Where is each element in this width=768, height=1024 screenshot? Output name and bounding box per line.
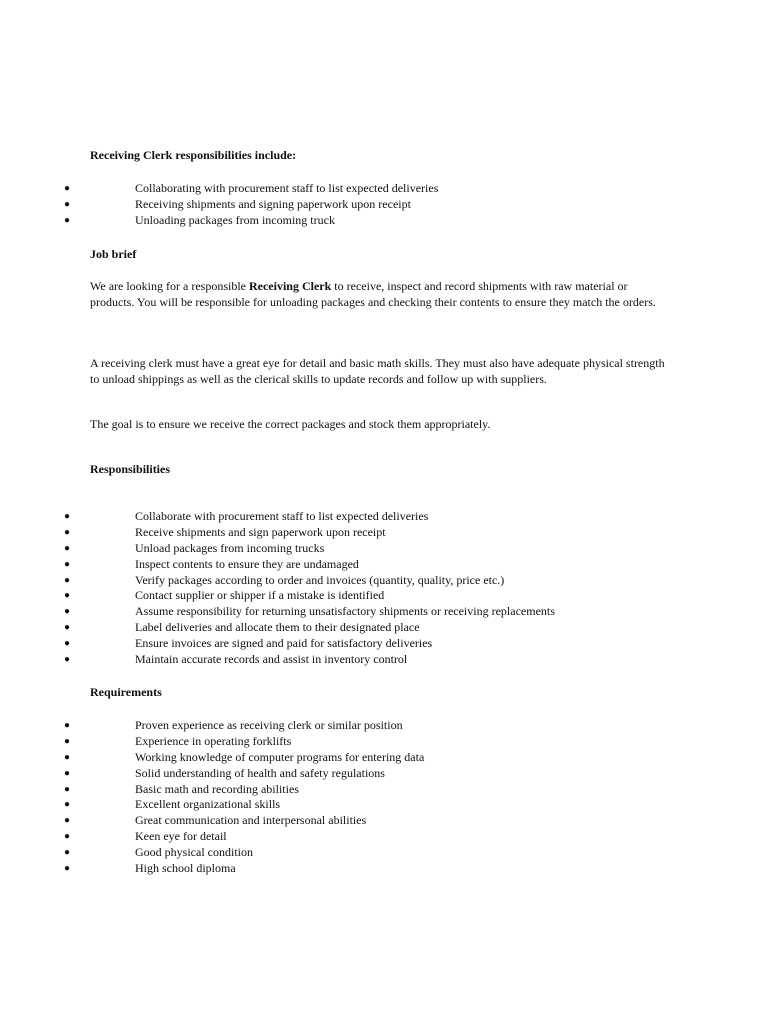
list-item-text: Good physical condition <box>135 845 253 860</box>
list-item-text: Receive shipments and sign paperwork upon receipt <box>135 524 386 539</box>
list-item-text: High school diploma <box>135 861 236 876</box>
list-item-text: Excellent organizational skills <box>135 797 281 812</box>
bullet-icon: ● <box>64 751 71 763</box>
list-item-text: Assume responsibility for returning unsatisfactory shipments or receiving replacements <box>135 604 555 619</box>
list-item-text: Keen eye for detail <box>135 829 227 844</box>
bullet-icon: ● <box>64 799 71 811</box>
list-item-text: Contact supplier or shipper if a mistake is identified <box>135 588 385 603</box>
bullet-icon: ● <box>64 783 71 795</box>
list-item-text: Experience in operating forklifts <box>135 733 292 748</box>
responsibilities-heading: Responsibilities <box>90 462 171 476</box>
list-item-text: Collaborate with procurement staff to list expected deliveries <box>135 509 429 523</box>
bullet-icon: ● <box>64 831 71 843</box>
bullet-icon: ● <box>64 767 71 779</box>
list-item-text: Collaborating with procurement staff to list expected deliveries <box>135 181 439 195</box>
bullet-icon: ● <box>64 622 71 634</box>
bullet-icon: ● <box>64 214 71 226</box>
list-item-text: Maintain accurate records and assist in inventory control <box>135 652 408 667</box>
job-brief-text-start: We are looking for a responsible <box>90 279 249 293</box>
job-title-emphasis: Receiving Clerk <box>248 279 332 293</box>
bullet-icon: ● <box>64 198 71 210</box>
bullet-icon: ● <box>64 574 71 586</box>
list-item-text: Great communication and interpersonal abilities <box>135 813 367 828</box>
bullet-icon: ● <box>64 558 71 570</box>
job-brief-text-end: to receive, inspect and record shipments with raw material or products. You will be responsible for unloading packages and checking their contents to ensure they match the orders. <box>90 279 656 309</box>
bullet-icon: ● <box>64 720 71 731</box>
bullet-icon: ● <box>64 183 71 194</box>
list-item-text: Verify packages according to order and invoices (quantity, quality, price etc.) <box>135 572 505 587</box>
bullet-icon: ● <box>64 735 71 747</box>
bullet-icon: ● <box>64 526 71 538</box>
bullet-icon: ● <box>64 815 71 827</box>
job-brief-paragraph-3: The goal is to ensure we receive the correct packages and stock them appropriately. <box>90 417 491 431</box>
job-brief-paragraph-2: A receiving clerk must have a great eye for detail and basic math skills. They must also have adequate physical strength to unload shippings as well as the clerical skills to update records and follow up with suppliers. <box>90 356 665 386</box>
bullet-icon: ● <box>64 511 71 522</box>
list-item-text: Working knowledge of computer programs for entering data <box>135 749 425 764</box>
list-item-text: Inspect contents to ensure they are undamaged <box>135 556 359 571</box>
bullet-icon: ● <box>64 590 71 602</box>
list-item-text: Receiving shipments and signing paperwork upon receipt <box>135 196 411 211</box>
intro-heading: Receiving Clerk responsibilities include: <box>90 148 297 162</box>
list-item-text: Label deliveries and allocate them to their designated place <box>135 620 420 635</box>
job-brief-heading: Job brief <box>90 247 137 261</box>
job-brief-paragraph-1 <box>90 278 670 310</box>
list-item-text: Proven experience as receiving clerk or similar position <box>135 718 403 732</box>
list-item-text: Ensure invoices are signed and paid for satisfactory deliveries <box>135 636 433 651</box>
bullet-icon: ● <box>64 847 71 859</box>
bullet-icon: ● <box>64 863 71 875</box>
bullet-icon: ● <box>64 542 71 554</box>
list-item-text: Basic math and recording abilities <box>135 781 299 796</box>
requirements-heading: Requirements <box>90 685 162 699</box>
bullet-icon: ● <box>64 638 71 650</box>
list-item-text: Unloading packages from incoming truck <box>135 212 335 227</box>
list-item-text: Unload packages from incoming trucks <box>135 540 325 555</box>
bullet-icon: ● <box>64 606 71 618</box>
list-item-text: Solid understanding of health and safety regulations <box>135 765 385 780</box>
bullet-icon: ● <box>64 654 71 666</box>
